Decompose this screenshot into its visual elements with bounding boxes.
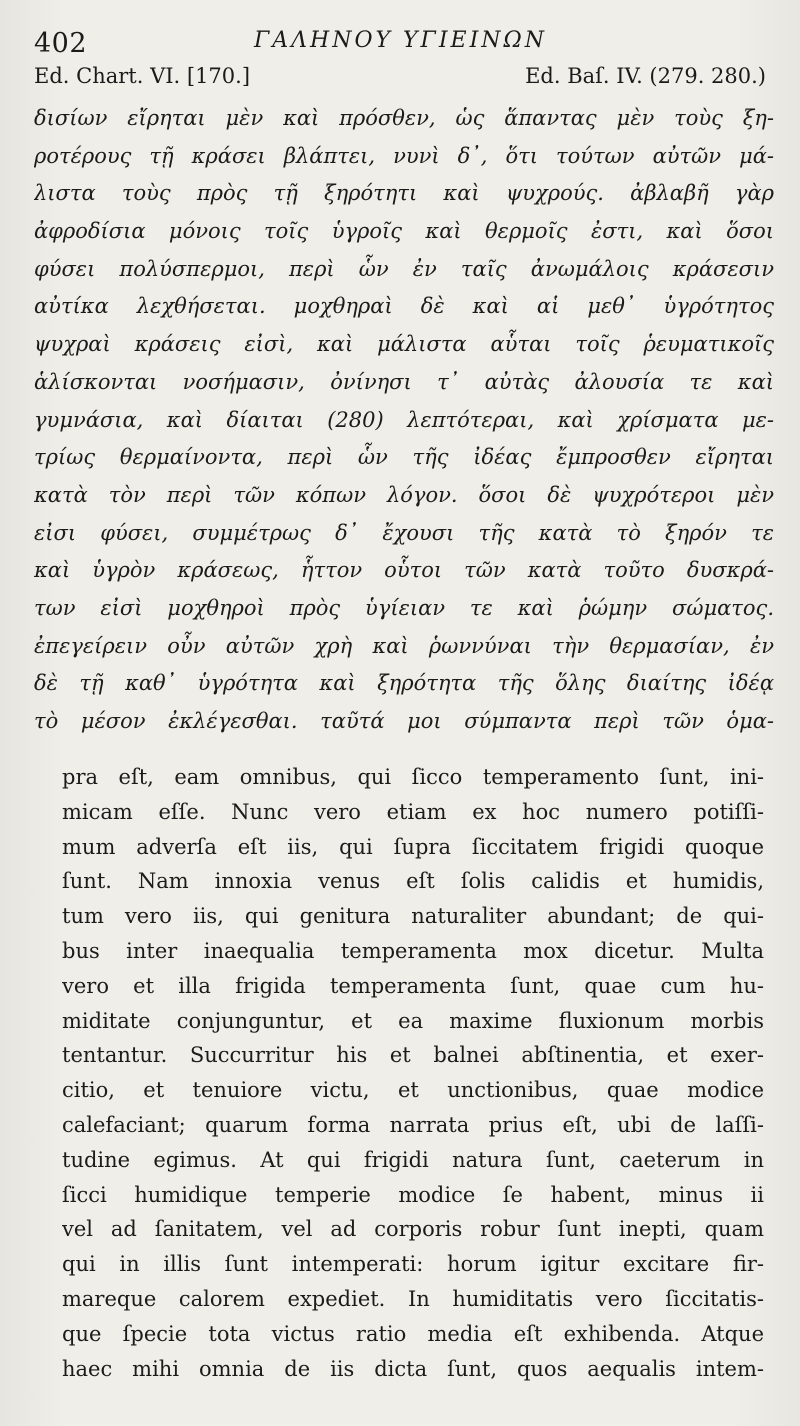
greek-text-block bbox=[34, 100, 774, 741]
greek-line: γυμνάσια, καὶ δίαιται (280) λεπτότεραι, καὶ χρίσματα με- bbox=[34, 407, 774, 432]
latin-line: haec mihi omnia de iis dicta ſunt, quos aequalis intem- bbox=[62, 1356, 764, 1381]
latin-line: ſunt. Nam innoxia venus eſt ſolis calidis et humidis, bbox=[62, 869, 764, 894]
latin-line: vero et illa frigida temperamenta ſunt, quae cum hu- bbox=[62, 973, 764, 998]
latin-line: micam eſſe. Nunc vero etiam ex hoc numero potiſſi- bbox=[62, 799, 764, 824]
latin-line: tum vero iis, qui genitura naturaliter abundant; de qui- bbox=[62, 904, 764, 929]
greek-line: ἐπεγείρειν οὖν αὐτῶν χρὴ καὶ ῥωννύναι τὴν θερμασίαν, ἐν bbox=[34, 633, 774, 658]
latin-line: mum adverſa eſt iis, qui ſupra ſiccitatem frigidi quoque bbox=[62, 834, 764, 859]
greek-line: τὸ μέσον ἐκλέγεσθαι. ταῦτά μοι σύμπαντα περὶ τῶν ὁμα- bbox=[34, 709, 774, 733]
greek-line: δισίων εἴρηται μὲν καὶ πρόσθεν, ὡς ἅπαντας μὲν τοὺς ξη- bbox=[34, 106, 774, 130]
greek-line: ἁλίσκονται νοσήμασιν, ὀνίνησι τ᾽ αὐτὰς ἀλουσία τε καὶ bbox=[34, 369, 774, 394]
latin-line: miditate conjunguntur, et ea maxime fluxionum morbis bbox=[62, 1008, 764, 1033]
latin-line: bus inter inaequalia temperamenta mox dicetur. Multa bbox=[62, 938, 764, 963]
greek-line: ροτέρους τῇ κράσει βλάπτει, νυνὶ δ᾽, ὅτι τούτων αὐτῶν μά- bbox=[34, 143, 774, 168]
latin-line: tudine egimus. At qui frigidi natura ſunt, caeterum in bbox=[62, 1147, 764, 1172]
latin-text-block bbox=[62, 760, 764, 1386]
greek-line: τρίως θερμαίνοντα, περὶ ὧν τῆς ἰδέας ἔμπροσθεν εἴρηται bbox=[34, 445, 774, 470]
page-number: 402 bbox=[34, 28, 88, 59]
latin-line: qui in illis ſunt intemperati: horum igitur excitare fir- bbox=[62, 1252, 764, 1277]
latin-line: calefaciant; quarum forma narrata prius eſt, ubi de laſſi- bbox=[62, 1112, 764, 1137]
edition-chartier-ref: Ed. Chart. VI. [170.] bbox=[34, 64, 251, 88]
greek-line: φύσει πολύσπερμοι, περὶ ὧν ἐν ταῖς ἀνωμάλοις κράσεσιν bbox=[34, 256, 774, 281]
page-header bbox=[34, 22, 774, 62]
latin-line: pra eſt, eam omnibus, qui ſicco temperamento ſunt, ini- bbox=[62, 765, 764, 789]
greek-line: εἰσι φύσει, συμμέτρως δ᾽ ἔχουσι τῆς κατὰ τὸ ξηρόν τε bbox=[34, 520, 774, 545]
latin-line: mareque calorem expediet. In humiditatis vero ſiccitatis- bbox=[62, 1286, 764, 1311]
greek-line: καὶ ὑγρὸν κράσεως, ἧττον οὗτοι τῶν κατὰ τοῦτο δυσκρά- bbox=[34, 558, 774, 583]
latin-line: vel ad ſanitatem, vel ad corporis robur ſunt inepti, quam bbox=[62, 1217, 764, 1242]
greek-line: λιστα τοὺς πρὸς τῇ ξηρότητι καὶ ψυχρούς. ἀβλαβῆ γὰρ bbox=[34, 181, 774, 206]
greek-line: αὐτίκα λεχθήσεται. μοχθηραὶ δὲ καὶ αἱ μεθ᾽ ὑγρότητος bbox=[34, 294, 774, 319]
latin-line: tentantur. Succurritur his et balnei abſtinentia, et exer- bbox=[62, 1043, 764, 1068]
greek-line: ἀφροδίσια μόνοις τοῖς ὑγροῖς καὶ θερμοῖς ἐστι, καὶ ὅσοι bbox=[34, 219, 774, 244]
greek-line: δὲ τῇ καθ᾽ ὑγρότητα καὶ ξηρότητα τῆς ὅλης διαίτης ἰδέᾳ bbox=[34, 671, 774, 696]
running-title: ΓΑΛΗΝΟΥ ΥΓΙΕΙΝΩΝ bbox=[254, 28, 547, 53]
greek-line: ψυχραὶ κράσεις εἰσὶ, καὶ μάλιστα αὗται τοῖς ῥευματικοῖς bbox=[34, 332, 774, 357]
latin-line: que ſpecie tota victus ratio media eſt exhibenda. Atque bbox=[62, 1321, 764, 1346]
greek-line: των εἰσὶ μοχθηροὶ πρὸς ὑγίειαν τε καὶ ῥώμην σώματος. bbox=[34, 595, 774, 620]
edition-reference-line bbox=[34, 64, 774, 98]
greek-line: κατὰ τὸν περὶ τῶν κόπων λόγον. ὅσοι δὲ ψυχρότεροι μὲν bbox=[34, 482, 774, 507]
latin-line: ſicci humidique temperie modice ſe habent, minus ii bbox=[62, 1182, 764, 1207]
latin-line: citio, et tenuiore victu, et unctionibus, quae modice bbox=[62, 1078, 764, 1103]
edition-basel-ref: Ed. Baſ. IV. (279. 280.) bbox=[525, 64, 766, 88]
